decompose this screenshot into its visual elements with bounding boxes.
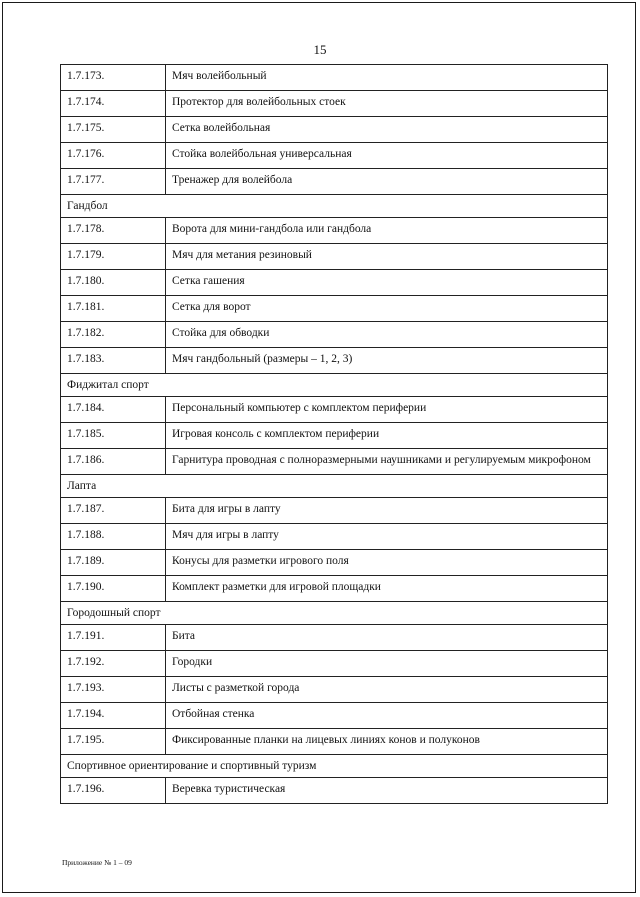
item-name: Листы с разметкой города <box>166 677 608 703</box>
item-name: Ворота для мини-гандбола или гандбола <box>166 218 608 244</box>
table-row <box>61 244 608 270</box>
item-name: Протектор для волейбольных стоек <box>166 91 608 117</box>
item-code: 1.7.179. <box>61 244 166 270</box>
item-name: Сетка волейбольная <box>166 117 608 143</box>
table-row <box>61 218 608 244</box>
item-name: Бита <box>166 625 608 651</box>
table-row <box>61 270 608 296</box>
item-code: 1.7.180. <box>61 270 166 296</box>
item-name: Фиксированные планки на лицевых линиях конов и полуконов <box>166 729 608 755</box>
table-row <box>61 703 608 729</box>
item-name: Комплект разметки для игровой площадки <box>166 576 608 602</box>
item-name: Бита для игры в лапту <box>166 498 608 524</box>
table-row <box>61 91 608 117</box>
item-code: 1.7.189. <box>61 550 166 576</box>
table-row <box>61 576 608 602</box>
item-name: Стойка волейбольная универсальная <box>166 143 608 169</box>
table-row <box>61 778 608 804</box>
item-code: 1.7.185. <box>61 423 166 449</box>
item-code: 1.7.196. <box>61 778 166 804</box>
item-name: Мяч для игры в лапту <box>166 524 608 550</box>
item-name: Сетка гашения <box>166 270 608 296</box>
item-code: 1.7.181. <box>61 296 166 322</box>
item-code: 1.7.173. <box>61 65 166 91</box>
item-name: Сетка для ворот <box>166 296 608 322</box>
item-code: 1.7.187. <box>61 498 166 524</box>
item-code: 1.7.192. <box>61 651 166 677</box>
item-name: Стойка для обводки <box>166 322 608 348</box>
item-code: 1.7.188. <box>61 524 166 550</box>
table-row <box>61 348 608 374</box>
section-row <box>61 374 608 397</box>
item-code: 1.7.194. <box>61 703 166 729</box>
item-code: 1.7.195. <box>61 729 166 755</box>
table-row <box>61 729 608 755</box>
table-row <box>61 449 608 475</box>
item-name: Мяч гандбольный (размеры – 1, 2, 3) <box>166 348 608 374</box>
item-code: 1.7.191. <box>61 625 166 651</box>
item-code: 1.7.174. <box>61 91 166 117</box>
table-row <box>61 65 608 91</box>
section-title: Городошный спорт <box>61 602 608 625</box>
section-title: Фиджитал спорт <box>61 374 608 397</box>
section-row <box>61 755 608 778</box>
table-row <box>61 296 608 322</box>
equipment-table <box>60 64 608 804</box>
section-title: Спортивное ориентирование и спортивный туризм <box>61 755 608 778</box>
item-name: Игровая консоль с комплектом периферии <box>166 423 608 449</box>
item-code: 1.7.190. <box>61 576 166 602</box>
table-row <box>61 169 608 195</box>
table-row <box>61 423 608 449</box>
item-name: Городки <box>166 651 608 677</box>
table-row <box>61 117 608 143</box>
section-row <box>61 195 608 218</box>
item-name: Персональный компьютер с комплектом периферии <box>166 397 608 423</box>
item-name: Мяч волейбольный <box>166 65 608 91</box>
table-row <box>61 651 608 677</box>
item-name: Отбойная стенка <box>166 703 608 729</box>
page-number: 15 <box>313 42 327 57</box>
item-name: Гарнитура проводная с полноразмерными наушниками и регулируемым микрофоном <box>166 449 608 475</box>
item-name: Веревка туристическая <box>166 778 608 804</box>
table-row <box>61 550 608 576</box>
footer-note: Приложение № 1 – 09 <box>62 858 132 867</box>
item-code: 1.7.176. <box>61 143 166 169</box>
table-row <box>61 524 608 550</box>
table-row <box>61 397 608 423</box>
item-code: 1.7.182. <box>61 322 166 348</box>
section-title: Гандбол <box>61 195 608 218</box>
item-code: 1.7.177. <box>61 169 166 195</box>
item-code: 1.7.186. <box>61 449 166 475</box>
item-code: 1.7.175. <box>61 117 166 143</box>
item-code: 1.7.184. <box>61 397 166 423</box>
section-title: Лапта <box>61 475 608 498</box>
item-code: 1.7.183. <box>61 348 166 374</box>
table-row <box>61 625 608 651</box>
table-row <box>61 322 608 348</box>
item-name: Конусы для разметки игрового поля <box>166 550 608 576</box>
item-code: 1.7.193. <box>61 677 166 703</box>
equipment-table-body <box>61 65 608 804</box>
table-row <box>61 498 608 524</box>
item-name: Мяч для метания резиновый <box>166 244 608 270</box>
table-row <box>61 677 608 703</box>
section-row <box>61 602 608 625</box>
table-row <box>61 143 608 169</box>
section-row <box>61 475 608 498</box>
item-code: 1.7.178. <box>61 218 166 244</box>
item-name: Тренажер для волейбола <box>166 169 608 195</box>
